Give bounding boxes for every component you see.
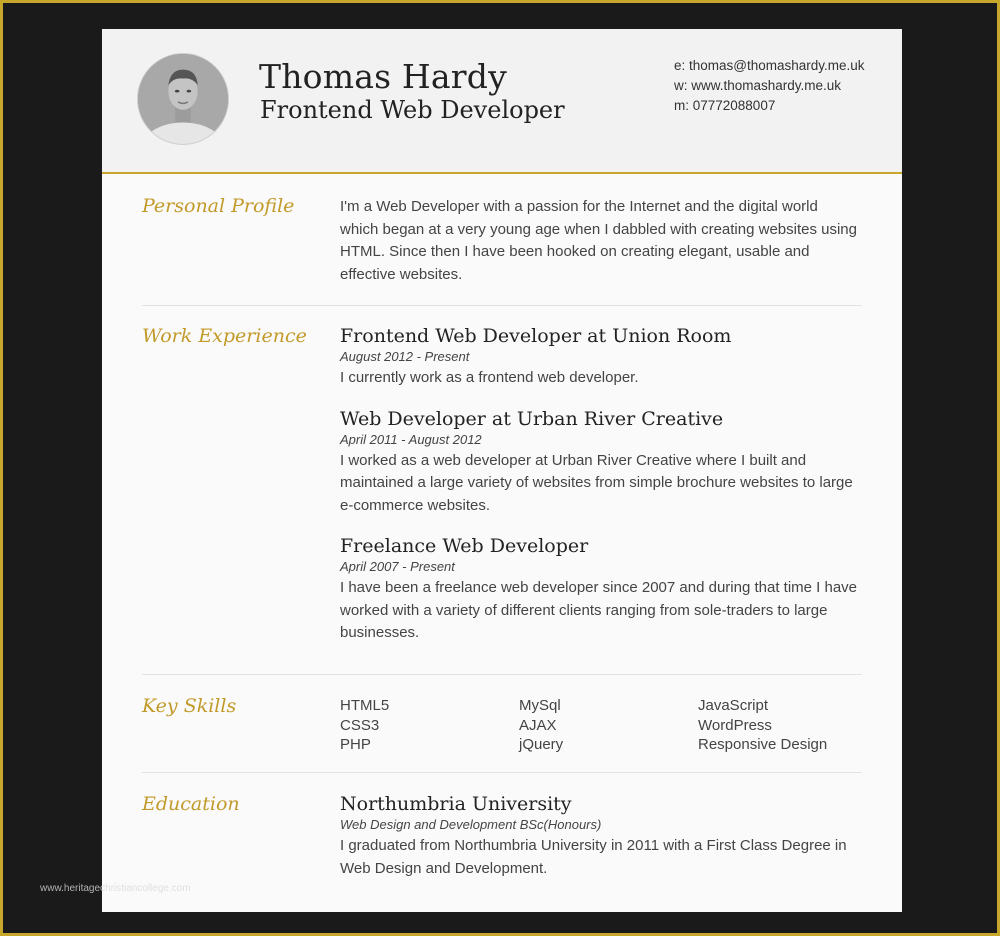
watermark: www.heritagechristiancollege.com [40,883,191,894]
section-title: Work Experience [142,325,307,347]
skill-item: AJAX [519,716,557,734]
profile-text: I'm a Web Developer with a passion for the Internet and the digital world which began at a very young age when I dabbled with creating websites using HTML. Since then I have been hooked on creating elegant, usable and effective websites. [340,198,857,283]
section-key-skills [142,695,862,773]
skill-item: jQuery [519,736,564,753]
contact-mobile: m: 07772088007 [674,98,776,113]
contact-email[interactable]: e: thomas@thomashardy.me.uk [674,58,865,73]
job-date: April 2007 - Present [340,559,455,574]
job-list [340,325,860,663]
job-title: Freelance Web Developer [340,535,589,557]
section-title: Personal Profile [142,195,295,217]
skills-grid [340,696,860,755]
section-title: Education [142,793,240,815]
job-title: Frontend Web Developer at Union Room [340,325,732,347]
job-description: I worked as a web developer at Urban River Creative where I built and maintained a large variety of websites from simple brochure websites to large e-commerce websites. [340,451,853,514]
avatar-icon [138,54,228,144]
section-personal-profile [142,195,862,306]
skill-item: CSS3 [340,716,380,734]
candidate-role: Frontend Web Developer [260,96,565,124]
resume-header [102,29,902,174]
skill-item: PHP [340,736,371,753]
degree-name: Web Design and Development BSc(Honours) [340,817,602,832]
job-description: I have been a freelance web developer since 2007 and during that time I have worked with a variety of different clients ranging from sole-traders to large businesses. [340,579,858,641]
job-date: April 2011 - August 2012 [340,431,482,447]
section-title: Key Skills [142,695,237,717]
job-entry [340,408,860,518]
profile-photo [137,53,229,145]
job-title: Web Developer at Urban River Creative [340,407,724,430]
skill-item: HTML5 [340,697,390,714]
job-entry [340,535,860,645]
contact-website[interactable]: w: www.thomashardy.me.uk [674,78,842,93]
contact-info [674,56,865,116]
skill-item: WordPress [698,716,772,734]
skill-item: Responsive Design [698,736,828,753]
section-education [142,793,862,903]
skill-item: MySql [519,697,561,714]
education-entry [340,793,860,880]
resume-page [102,29,902,912]
job-date: August 2012 - Present [340,349,470,364]
skill-item: JavaScript [698,697,769,714]
candidate-name: Thomas Hardy [259,57,507,96]
school-name: Northumbria University [340,793,572,815]
section-work-experience [142,325,862,675]
education-description: I graduated from Northumbria University in 2011 with a First Class Degree in Web Design and Development. [340,837,847,877]
job-entry [340,325,860,390]
job-description: I currently work as a frontend web developer. [340,369,639,386]
